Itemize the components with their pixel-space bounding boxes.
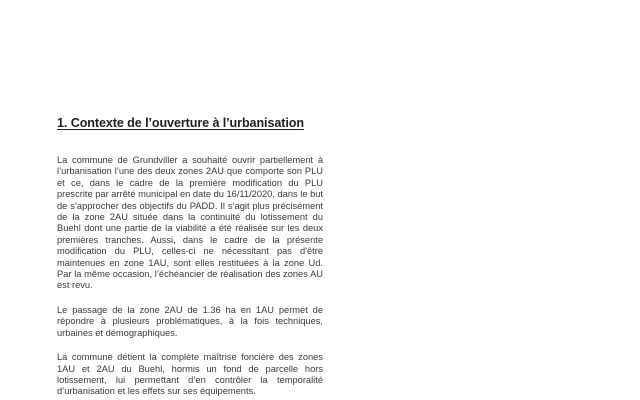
text-column [57, 115, 323, 398]
section-heading: 1. Contexte de l’ouverture à l’urbanisation [57, 116, 304, 130]
paragraph-zone-passage: Le passage de la zone 2AU de 1.36 ha en 1AU permet de répondre à plusieurs problématiques, à la fois techniques, urbaines et démographiques. [57, 304, 323, 338]
paragraph-maitrise-fonciere: La commune détient la complète maîtrise foncière des zones 1AU et 2AU du Buehl, hormis un fond de parcelle hors lotissement, lui permettant d’en contrôler la temporalité d’urbanisation et les effets sur ses équipements. [57, 352, 323, 397]
paragraph-context: La commune de Grundviller a souhaité ouvrir partiellement à l’urbanisation l’une des deux zones 2AU que comporte son PLU et ce, dans le cadre de la première modification du PLU prescrite par arrêté municipal en date du 16/11/2020, dans le but de s’approcher des objectifs du PADD. Il s’agit plus précisément de la zone 2AU située dans la continuité du lotissement du Buehl dont une partie de la viabilité a été réalisée sur les deux premières tranches. Aussi, dans le cadre de la présente modification du PLU, celles-ci ne nécessitant pas d'être maintenues en zone 1AU, sont elles restituées à la zone Ud. Par la même occasion, l’échéancier de réalisation des zones AU est revu. [57, 155, 323, 291]
